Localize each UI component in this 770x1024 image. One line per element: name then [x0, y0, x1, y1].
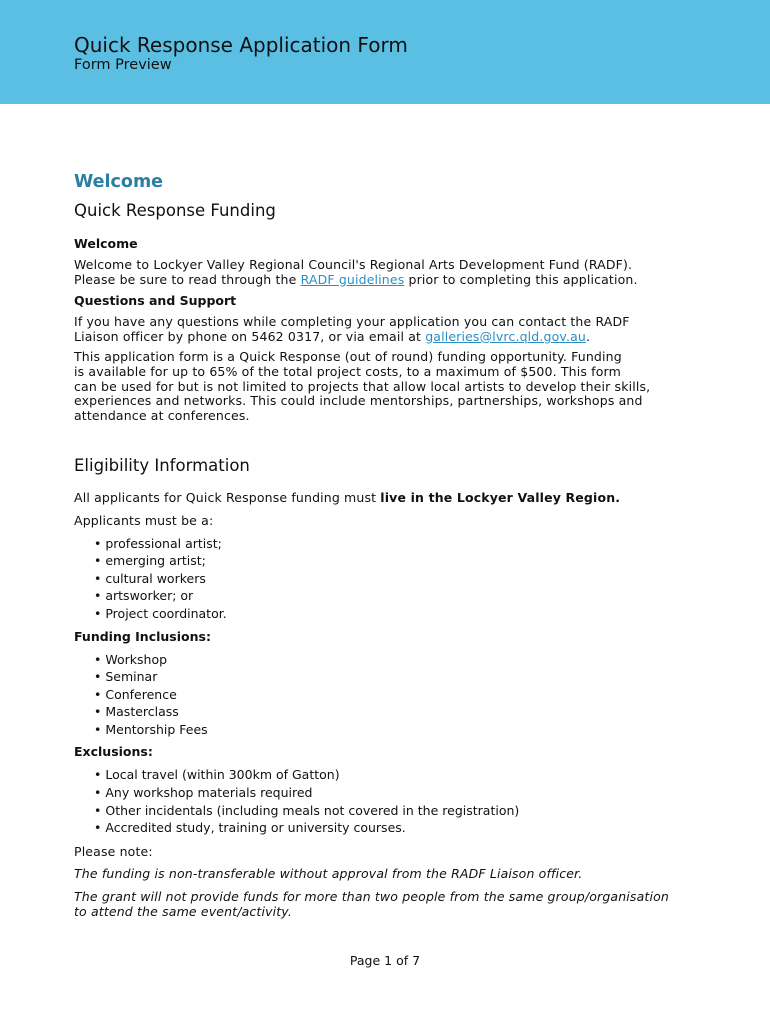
intro-text: prior to completing this application.	[404, 271, 638, 287]
list-item: • Project coordinator.	[94, 605, 227, 621]
section-title-welcome: Welcome	[74, 172, 164, 192]
note-line: to attend the same event/activity.	[74, 903, 292, 919]
about-line: is available for up to 65% of the total project costs, to a maximum of $500. This form	[74, 363, 621, 379]
eligibility-heading: Eligibility Information	[74, 456, 250, 476]
form-subtitle: Form Preview	[74, 57, 172, 73]
intro-text: Please be sure to read through the	[74, 271, 301, 287]
list-item: • artsworker; or	[94, 588, 194, 604]
support-text: .	[585, 328, 591, 344]
note-label: Please note:	[74, 843, 153, 859]
support-text: Liaison officer by phone on 5462 0317, or via email at	[74, 328, 426, 344]
welcome-label: Welcome	[74, 236, 138, 251]
support-paragraph	[74, 315, 674, 344]
list-item: • emerging artist;	[94, 553, 206, 569]
form-title: Quick Response Application Form	[74, 33, 408, 57]
note-line: The grant will not provide funds for more than two people from the same group/organisation	[74, 889, 669, 905]
exclusions-label: Exclusions:	[74, 744, 153, 760]
about-paragraph	[74, 350, 674, 423]
list-item: • Masterclass	[94, 704, 179, 720]
list-item: • Accredited study, training or university courses.	[94, 820, 406, 836]
about-line: attendance at conferences.	[74, 407, 250, 423]
list-item: • Conference	[94, 686, 177, 702]
note-grant-limit	[74, 890, 674, 919]
about-line: experiences and networks. This could include mentorships, partnerships, workshops and	[74, 393, 643, 409]
exclusions-list	[94, 766, 674, 836]
list-item: • Any workshop materials required	[94, 785, 313, 801]
support-label: Questions and Support	[74, 293, 237, 309]
intro-paragraph	[74, 258, 674, 287]
funding-type-heading: Quick Response Funding	[74, 201, 276, 220]
eligibility-requirement	[74, 491, 674, 506]
requirement-emphasis: live in the Lockyer Valley Region.	[380, 490, 621, 506]
intro-line: Welcome to Lockyer Valley Regional Council's Regional Arts Development Fund (RADF).	[74, 257, 633, 272]
applicants-label: Applicants must be a:	[74, 512, 214, 528]
list-item: • Other incidentals (including meals not covered in the registration)	[94, 802, 520, 818]
radf-guidelines-link[interactable]: RADF guidelines	[300, 271, 405, 287]
applicants-list	[94, 535, 674, 623]
inclusions-list	[94, 651, 674, 739]
list-item: • Local travel (within 300km of Gatton)	[94, 767, 340, 783]
inclusions-label: Funding Inclusions:	[74, 628, 211, 644]
about-line: can be used for but is not limited to projects that allow local artists to develop their skills,	[74, 378, 651, 394]
list-item: • Mentorship Fees	[94, 721, 208, 737]
list-item: • cultural workers	[94, 570, 206, 586]
email-link[interactable]: galleries@lvrc.qld.gov.au	[425, 328, 586, 344]
about-line: This application form is a Quick Response (out of round) funding opportunity. Funding	[74, 349, 622, 365]
support-line: If you have any questions while completing your application you can contact the RADF	[74, 314, 630, 330]
page-number: Page 1 of 7	[349, 953, 421, 968]
note-transfer: The funding is non-transferable without approval from the RADF Liaison officer.	[74, 866, 583, 882]
list-item: • Seminar	[94, 669, 158, 685]
form-header	[0, 0, 770, 104]
form-content	[74, 170, 674, 919]
list-item: • Workshop	[94, 651, 168, 667]
requirement-text: All applicants for Quick Response funding must	[74, 490, 381, 506]
list-item: • professional artist;	[94, 535, 222, 551]
